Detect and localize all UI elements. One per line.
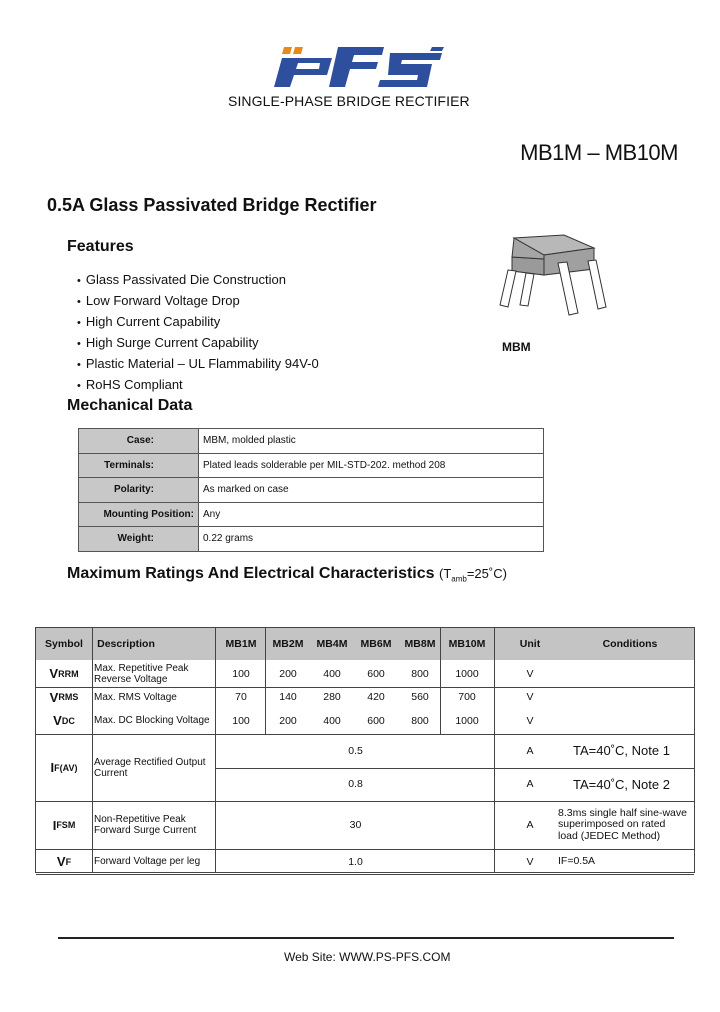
value-cell: 420: [367, 691, 385, 703]
description-cell: Max. RMS Voltage: [94, 691, 177, 703]
features-heading: Features: [67, 238, 134, 255]
page-title: 0.5A Glass Passivated Bridge Rectifier: [47, 195, 377, 215]
symbol-cell: V RRM: [49, 666, 79, 681]
mech-key: Weight:: [79, 527, 199, 552]
table-row: [79, 429, 544, 454]
feature-item: • RoHS Compliant: [77, 375, 319, 396]
header-cell: Unit: [519, 638, 541, 650]
value-cell: 400: [323, 667, 341, 680]
value-cell: 560: [411, 691, 429, 703]
symbol-cell: I F(AV): [50, 760, 78, 775]
header-cell: Conditions: [602, 638, 658, 650]
value-cell: 100: [232, 714, 250, 727]
header-cell: MB6M: [360, 638, 392, 650]
value-cell: 200: [279, 714, 297, 727]
ratings-table: [35, 627, 695, 873]
description-cell: Max. Repetitive Peak Reverse Voltage: [94, 662, 189, 685]
value-cell: 600: [367, 714, 385, 727]
feature-item: • Plastic Material – UL Flammability 94V-0: [77, 354, 319, 375]
col-divider: [494, 628, 495, 872]
table-row: [79, 527, 544, 552]
feature-item: • Glass Passivated Die Construction: [77, 270, 319, 291]
mech-key: Polarity:: [79, 478, 199, 503]
feature-item: • High Current Capability: [77, 312, 319, 333]
condition-cell: IF=0.5A: [558, 854, 596, 867]
logo-subtitle: SINGLE-PHASE BRIDGE RECTIFIER: [228, 93, 470, 109]
header-cell: MB8M: [404, 638, 436, 650]
cond-suffix: =25˚C): [466, 566, 507, 581]
condition-cell: 8.3ms single half sine-wave superimposed on rated load (JEDEC Method): [558, 806, 687, 842]
symbol-cell: V RMS: [49, 689, 79, 705]
unit-cell: V: [526, 667, 534, 680]
pfs-logo: [272, 45, 447, 94]
mechanical-heading: Mechanical Data: [67, 397, 193, 414]
symbol-cell: I FSM: [52, 817, 76, 833]
value-cell: 700: [458, 691, 476, 703]
header-cell: MB10M: [448, 638, 486, 650]
feature-item: • High Surge Current Capability: [77, 333, 319, 354]
value-cell: 400: [323, 714, 341, 727]
mech-key: Mounting Position:: [79, 502, 199, 527]
table-row: [79, 478, 544, 503]
value-cell: 1.0: [348, 855, 363, 868]
row-divider: [216, 768, 694, 769]
header-cell: Description: [97, 638, 155, 650]
col-divider: [215, 628, 216, 872]
row-divider: [36, 874, 694, 875]
value-cell: 0.8: [348, 778, 363, 791]
mech-key: Terminals:: [79, 453, 199, 478]
value-cell: 600: [367, 667, 385, 680]
description-cell: Max. DC Blocking Voltage: [94, 715, 210, 726]
description-cell: Average Rectified Output Current: [94, 756, 206, 779]
table-row: [79, 502, 544, 527]
condition-cell: TA=40˚C, Note 2: [573, 776, 670, 792]
website: Web Site: WWW.PS-PFS.COM: [284, 950, 451, 964]
value-cell: 280: [323, 691, 341, 703]
value-cell: 800: [411, 667, 429, 680]
value-cell: 1000: [455, 667, 479, 680]
header-cell: MB4M: [316, 638, 348, 650]
features-list: [77, 270, 319, 396]
part-range: MB1M – MB10M: [520, 140, 678, 165]
mechanical-table: [78, 428, 544, 552]
description-cell: Forward Voltage per leg: [94, 856, 201, 867]
ratings-heading-wrap: [67, 565, 507, 584]
cond-sub: amb: [451, 574, 467, 584]
unit-cell: A: [526, 744, 534, 757]
package-label: MBM: [502, 340, 531, 354]
footer-divider: [58, 937, 674, 939]
mech-value: Any: [199, 502, 544, 527]
ratings-heading: Maximum Ratings And Electrical Characteristics: [67, 565, 435, 582]
value-cell: 200: [279, 667, 297, 680]
description-cell: Non-Repetitive Peak Forward Surge Current: [94, 814, 197, 836]
unit-cell: A: [526, 819, 534, 831]
value-cell: 100: [232, 667, 250, 680]
mech-value: Plated leads solderable per MIL-STD-202. method 208: [199, 453, 544, 478]
symbol-cell: V F: [56, 854, 72, 869]
unit-cell: A: [526, 778, 534, 791]
value-cell: 0.5: [348, 744, 363, 757]
col-divider: [92, 628, 93, 872]
symbol-cell: V DC: [53, 713, 75, 728]
header-cell: MB1M: [225, 638, 257, 650]
mech-key: Case:: [79, 429, 199, 454]
ratings-condition: [438, 566, 507, 584]
unit-cell: V: [526, 714, 534, 727]
feature-item: • Low Forward Voltage Drop: [77, 291, 319, 312]
mech-value: As marked on case: [199, 478, 544, 503]
unit-cell: V: [526, 691, 534, 703]
unit-cell: V: [526, 855, 534, 868]
col-divider: [440, 628, 441, 734]
mech-value: 0.22 grams: [199, 527, 544, 552]
condition-cell: TA=40˚C, Note 1: [573, 743, 670, 759]
col-divider: [265, 628, 266, 734]
header-cell: Symbol: [45, 638, 83, 650]
header-cell: MB2M: [272, 638, 304, 650]
table-row: [79, 453, 544, 478]
mech-value: MBM, molded plastic: [199, 429, 544, 454]
value-cell: 140: [279, 691, 297, 703]
value-cell: 1000: [455, 714, 479, 727]
value-cell: 800: [411, 714, 429, 727]
value-cell: 30: [349, 819, 362, 831]
value-cell: 70: [235, 691, 247, 703]
package-image: [494, 233, 614, 323]
cond-prefix: (T: [438, 566, 452, 581]
